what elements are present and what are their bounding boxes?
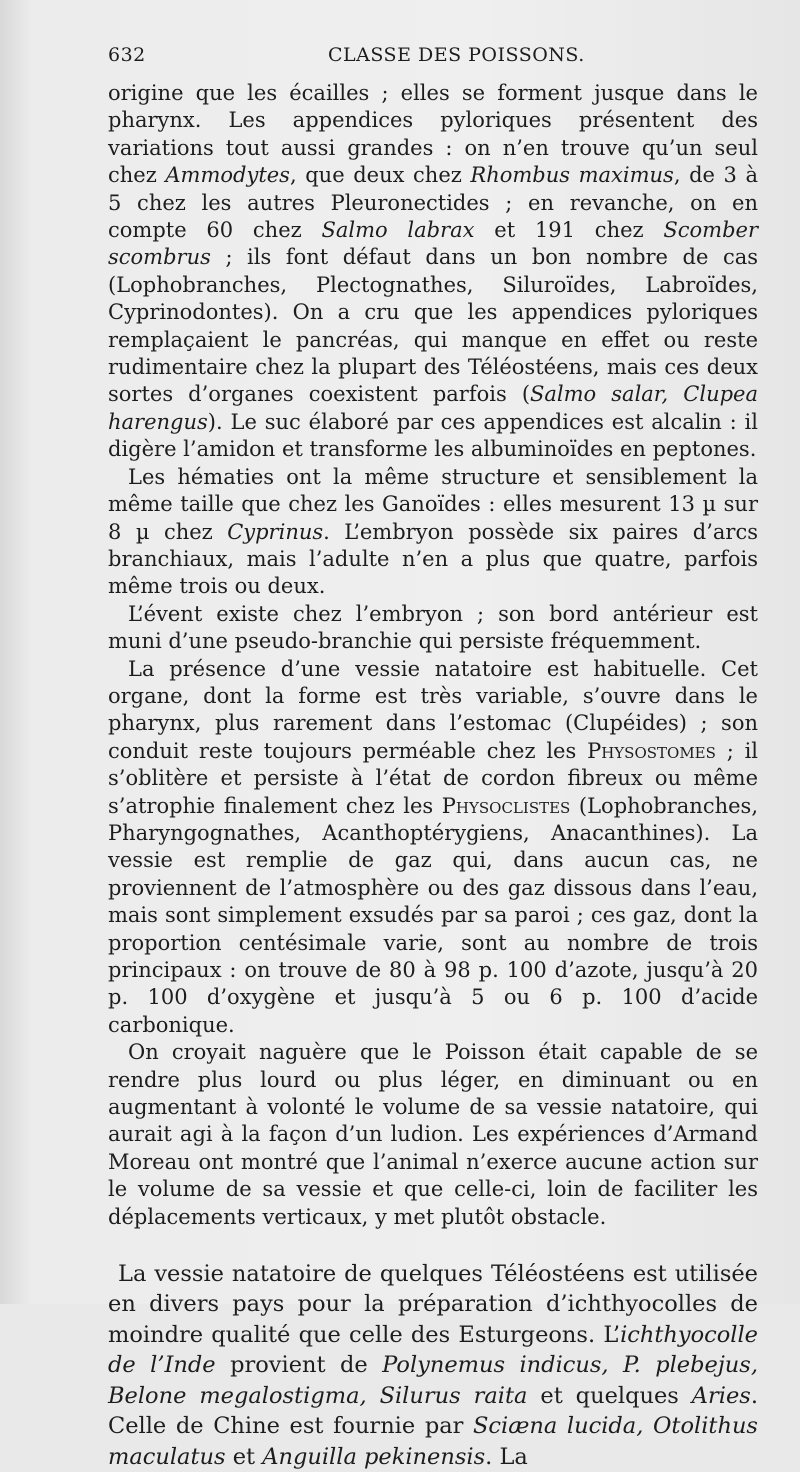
- paragraph: [108, 601, 758, 656]
- text-run: , de 3 à 5 chez les autres Pleuronectides ; en revanche, on en compte 60 chez: [108, 163, 759, 243]
- text-run: (Lophobranches, Pharyngognathes, Acanthoptérygiens, Anacanthines). La vessie est remplie de gaz qui, dans aucun cas, ne proviennent de l’atmosphère ou des gaz dissous dans l’eau, mais sont simplement exsudés par sa paroi ; ces gaz, dont la proportion centésimale varie, sont au nombre de trois principaux : on trouve de 80 à 98 p. 100 d’azote, jusqu’à 20 p. 100 d’oxygène et jusqu’à 5 ou 6 p. 100 d’acide carbonique.: [108, 793, 759, 1037]
- italic-term: Sciæna lucida, Otolithus maculatus: [108, 1413, 758, 1470]
- running-title: CLASSE DES POISSONS.: [328, 44, 585, 66]
- italic-term: Rhombus maximus: [470, 163, 674, 188]
- italic-term: Salmo labrax: [321, 218, 475, 243]
- text-run: et 191 chez: [474, 218, 664, 243]
- text-run: origine que les écailles ; elles se forment jusque dans le pharynx. Les appendices pyloriques présentent des variations tout aussi grandes : on n’en trouve qu’un seul chez: [108, 81, 758, 188]
- text-run: . La: [485, 1443, 528, 1470]
- italic-term: Anguilla pekinensis: [262, 1443, 486, 1470]
- page-number: 632: [108, 44, 146, 66]
- paragraph: [108, 656, 758, 1040]
- section-gap: [108, 1231, 758, 1259]
- text-run: ; il s’oblitère et persiste à l’état de cordon fibreux ou même s’atrophie finalement chez les: [108, 738, 759, 818]
- page-header: [108, 44, 760, 74]
- text-run: Les hématies ont la même structure et sensiblement la même taille que chez les Ganoïdes : elles mesurent 13 µ sur 8 µ chez: [108, 464, 758, 544]
- paragraph: [108, 80, 758, 464]
- italic-term: Ammodytes: [165, 163, 290, 188]
- text-run: ). Le suc élaboré par ces appendices est alcalin : il digère l’amidon et transforme les albuminoïdes en peptones.: [108, 409, 758, 462]
- paragraph: [108, 464, 758, 601]
- text-run: La vessie natatoire de quelques Téléostéens est utilisée en divers pays pour la préparation d’ichthyocolles de moindre qualité que celle des Esturgeons. L’: [108, 1261, 758, 1348]
- small-caps-term: Physoclistes: [441, 793, 571, 818]
- text-run: provient de: [215, 1352, 383, 1379]
- text-run: , que deux chez: [289, 163, 471, 188]
- italic-term: Salmo salar, Clupea harengus: [108, 382, 758, 434]
- paragraph: [108, 1039, 758, 1231]
- text-run: et: [225, 1443, 263, 1470]
- text-run: ; ils font défaut dans un bon nombre de cas (Lophobranches, Plectognathes, Siluroïdes, Labroïdes, Cyprinodontes). On a cru que les appendices pyloriques remplaçaient le pancréas, qui manque en effet ou reste rudimentaire chez la plupart des Téléostéens, mais ces deux sortes d’organes coexistent parfois (: [108, 245, 758, 407]
- text-run: L’évent existe chez l’embryon ; son bord antérieur est muni d’une pseudo-branchie qui persiste fréquemment.: [108, 601, 758, 654]
- text-run: et quelques: [527, 1382, 692, 1409]
- text-run: . L’embryon possède six paires d’arcs branchiaux, mais l’adulte n’en a plus que quatre, parfois même trois ou deux.: [108, 519, 759, 599]
- italic-term: Scomber scombrus: [108, 218, 758, 270]
- italic-term: Cyprinus: [227, 519, 324, 544]
- page-body: [108, 80, 758, 1472]
- small-caps-term: Physostomes: [587, 738, 716, 763]
- italic-term: Aries: [691, 1382, 751, 1409]
- text-run: On croyait naguère que le Poisson était capable de se rendre plus lourd ou plus léger, en diminuant ou en augmentant à volonté le volume de sa vessie natatoire, qui aurait agi à la façon d’un ludion. Les expériences d’Armand Moreau ont montré que l’animal n’exerce aucune action sur le volume de sa vessie et que celle-ci, loin de faciliter les déplacements verticaux, y met plutôt obstacle.: [108, 1040, 758, 1229]
- text-run: . Celle de Chine est fournie par: [108, 1382, 758, 1440]
- paragraph: [108, 1259, 758, 1472]
- italic-term: ichthyocolle de l’Inde: [108, 1321, 758, 1379]
- text-run: La présence d’une vessie natatoire est habituelle. Cet organe, dont la forme est très variable, s’ouvre dans le pharynx, plus rarement dans l’estomac (Clupéides) ; son conduit reste toujours perméable chez les: [108, 656, 758, 763]
- italic-term: Polynemus indicus, P. plebejus, Belone megalostigma, Silurus raita: [108, 1352, 758, 1409]
